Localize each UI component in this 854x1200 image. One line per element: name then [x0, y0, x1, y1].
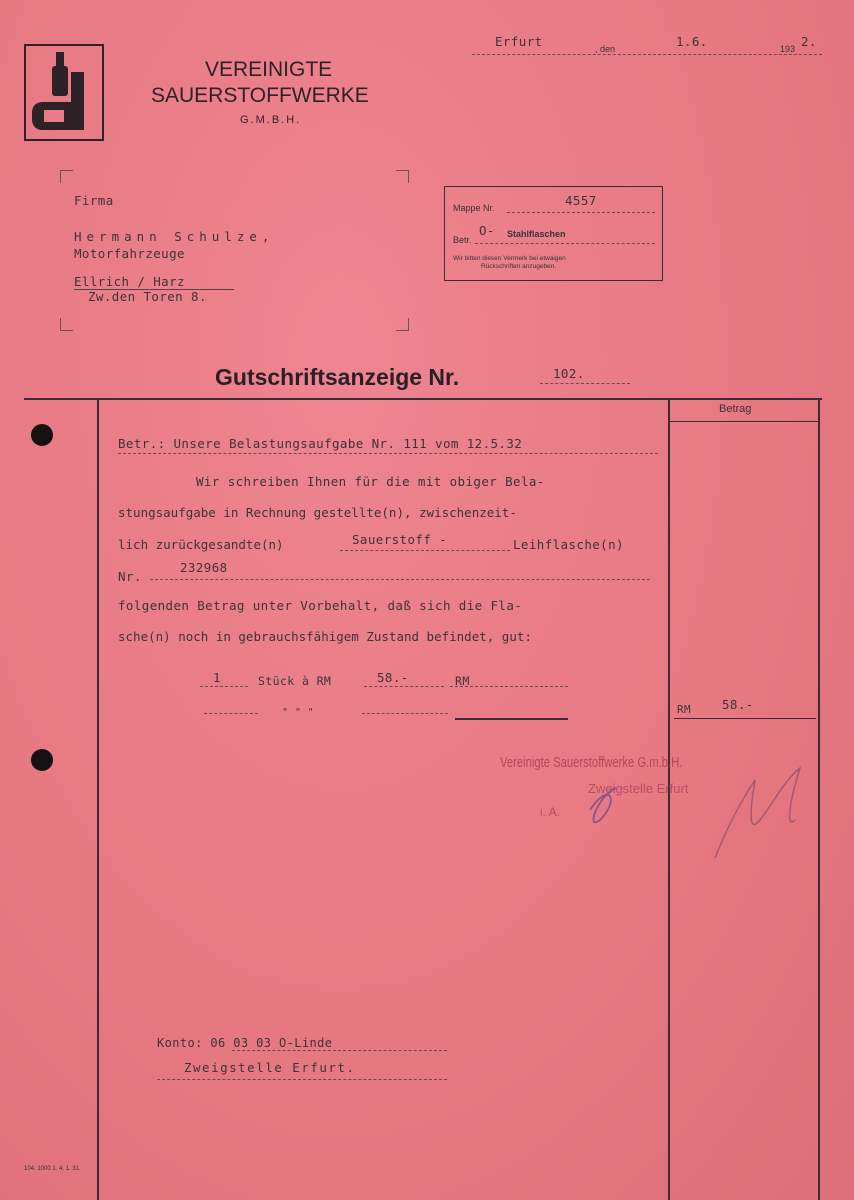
betr-label: Betr. — [453, 235, 472, 245]
body-line-3a: lich zurückgesandte(n) — [118, 537, 284, 552]
print-code: 104. 1000 1. 4. 1. 31. — [24, 1166, 81, 1172]
amount-value: 58.- — [722, 697, 754, 712]
window-corner-br — [396, 318, 409, 331]
subject-underline — [118, 453, 658, 454]
company-name-line1: VEREINIGTE — [205, 58, 333, 81]
body-line-1: Wir schreiben Ihnen für die mit obiger Bela- — [196, 474, 545, 489]
bottle-type-underline — [340, 550, 510, 551]
date-underline — [472, 54, 822, 55]
recipient-street: Zw.den Toren 8. — [88, 289, 207, 304]
price-underline — [364, 686, 444, 687]
body-line-3c: Leihflasche(n) — [513, 537, 624, 552]
company-logo — [24, 44, 104, 141]
amount-column-header: Betrag — [719, 403, 752, 415]
konto-line: Konto: 06 03 03 O-Linde — [157, 1036, 333, 1050]
mappe-underline — [507, 212, 655, 213]
amount-underline — [674, 718, 816, 719]
reference-note-line2: Rückschriften anzugeben. — [481, 263, 557, 270]
number-underline — [540, 383, 630, 384]
window-corner-bl — [60, 318, 73, 331]
window-corner-tr — [396, 170, 409, 183]
den-label: , den — [595, 44, 616, 54]
recipient-name: Hermann Schulze, — [74, 229, 275, 244]
unit-price: 58.- — [377, 670, 409, 685]
nr-underline — [150, 579, 650, 580]
date-day-month: 1.6. — [676, 34, 708, 49]
body-line-2: stungsaufgabe in Rechnung gestellte(n), zwischenzeit- — [118, 505, 517, 520]
bottle-number: 232968 — [180, 560, 228, 575]
city-underline — [74, 289, 234, 290]
document-number: 102. — [553, 366, 585, 381]
place: Erfurt — [495, 34, 543, 49]
mappe-label: Mappe Nr. — [453, 203, 495, 213]
year-prefix: 193 — [780, 44, 796, 54]
recipient-label: Firma — [74, 193, 114, 208]
company-name-line2: SAUERSTOFFWERKE — [151, 84, 369, 107]
punch-hole-top — [31, 424, 53, 446]
ditto-dash-1 — [204, 713, 258, 714]
body-line-5: folgenden Betrag unter Vorbehalt, daß sich die Fla- — [118, 598, 523, 613]
betr-value: O- — [479, 223, 495, 238]
window-corner-tl — [60, 170, 73, 183]
total-underline — [455, 718, 568, 720]
quantity: 1 — [213, 670, 221, 685]
konto-underline — [232, 1050, 447, 1051]
rm-underline — [450, 686, 568, 687]
year-suffix: 2. — [801, 34, 817, 49]
branch-underline — [157, 1079, 447, 1080]
recipient-city: Ellrich / Harz — [74, 274, 185, 289]
amount-rm: RM — [677, 703, 692, 716]
document-title: Gutschriftsanzeige Nr. — [215, 364, 460, 390]
ditto-dash-2 — [362, 713, 448, 714]
rm-label: RM — [455, 674, 470, 688]
handwritten-signature — [570, 740, 830, 880]
qty-underline — [200, 686, 248, 687]
betr-underline — [475, 243, 655, 244]
stueck-label: Stück à RM — [258, 674, 332, 688]
table-left-rule — [97, 399, 99, 1200]
amount-header-rule — [669, 421, 819, 422]
nr-label: Nr. — [118, 569, 142, 584]
table-top-rule — [24, 398, 822, 400]
body-line-6: sche(n) noch in gebrauchsfähigem Zustand befindet, gut: — [118, 629, 532, 644]
oxygen-cylinder-logo-icon — [26, 46, 102, 139]
betr-printed: Stahlflaschen — [507, 229, 566, 239]
branch-line: Zweigstelle Erfurt. — [184, 1060, 356, 1075]
company-stamp-line2: Zweigstelle Erfurt — [588, 781, 689, 796]
subject-line: Betr.: Unsere Belastungsaufgabe Nr. 111 vom 12.5.32 — [118, 436, 523, 451]
mappe-value: 4557 — [565, 193, 597, 208]
company-stamp-line1: Vereinigte Sauerstoffwerke G.m.b.H. — [500, 754, 683, 771]
recipient-business: Motorfahrzeuge — [74, 246, 185, 261]
ia-label: i. A. — [540, 805, 561, 819]
reference-box — [444, 186, 663, 281]
company-form: G.M.B.H. — [240, 114, 302, 126]
ditto-marks: " " " — [282, 707, 315, 718]
punch-hole-bottom — [31, 749, 53, 771]
reference-note-line1: Wir bitten diesen Vermerk bei etwaigen — [453, 255, 566, 262]
bottle-type: Sauerstoff - — [352, 532, 448, 547]
